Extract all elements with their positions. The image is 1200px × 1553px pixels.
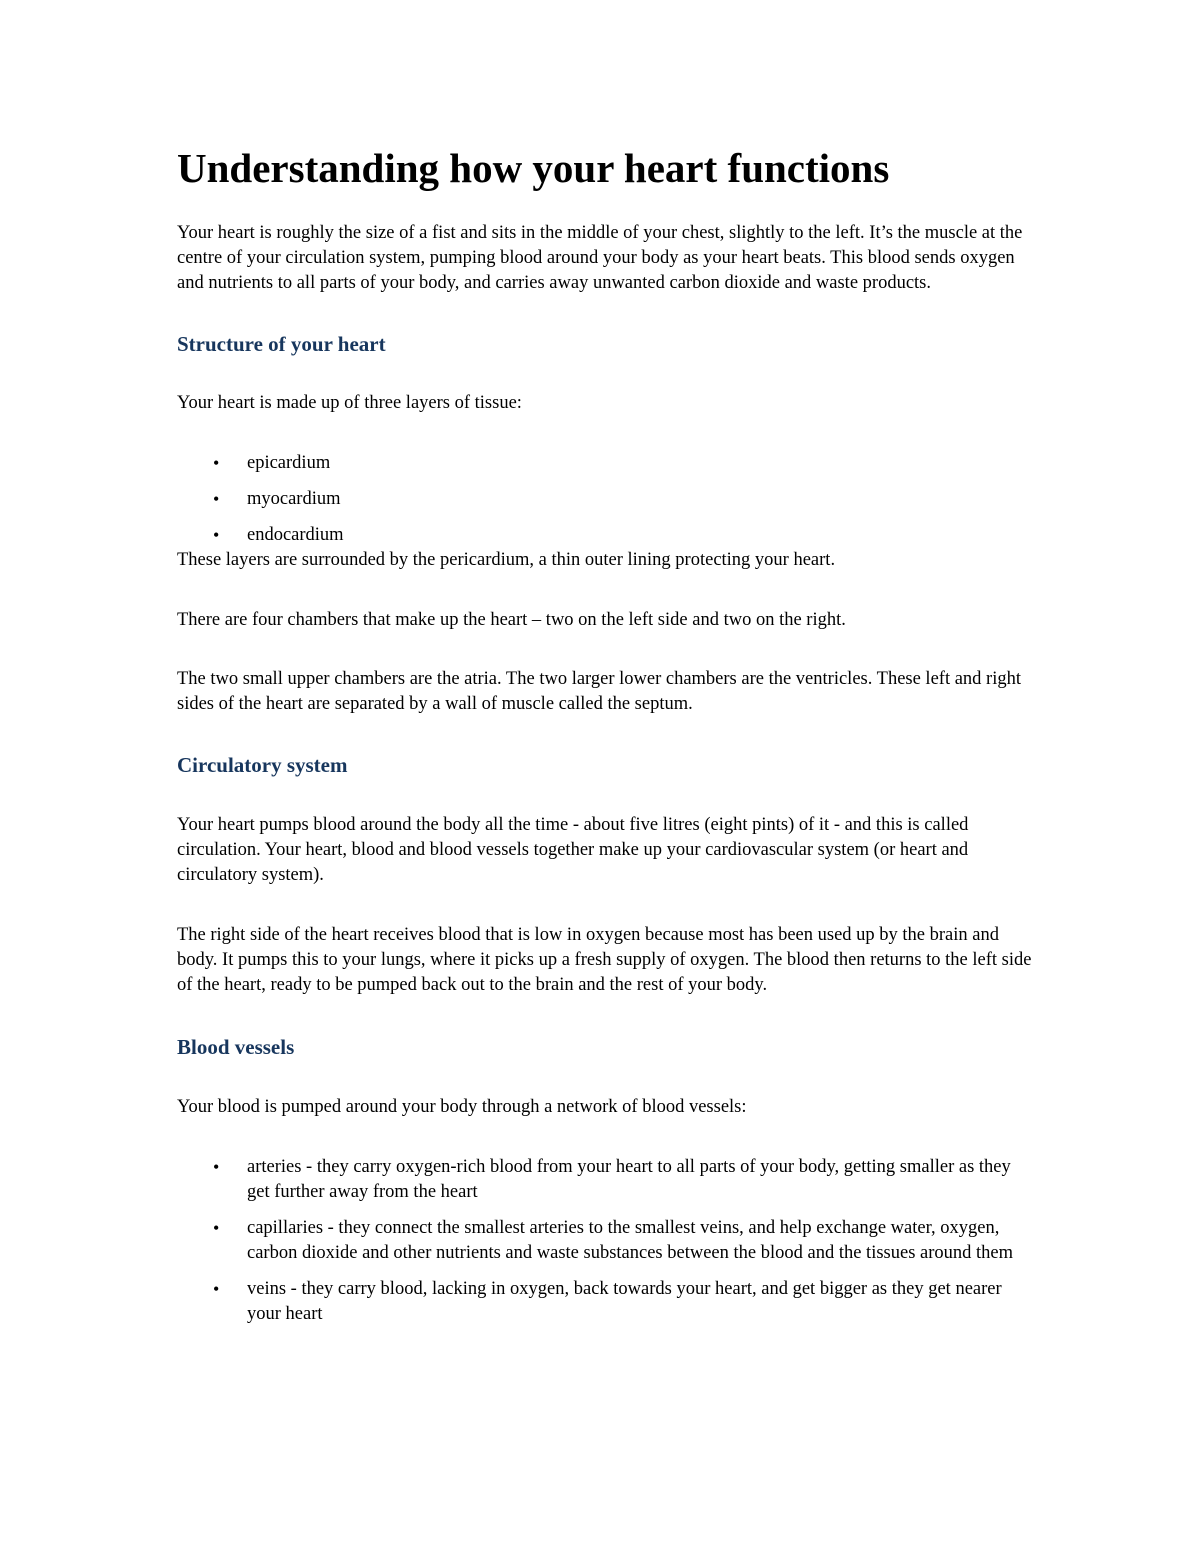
vessels-list — [177, 1155, 1037, 1327]
bullet-icon: • — [213, 1157, 220, 1177]
list-item-text: epicardium — [247, 453, 331, 473]
list-item — [177, 1216, 1037, 1266]
document-page — [177, 140, 1037, 1327]
list-item-text: capillaries - they connect the smallest arteries to the smallest veins, and help exchange water, oxygen, carbon dioxide and other nutrients and waste substances between the blood and the tissues around them — [247, 1218, 1014, 1263]
list-item — [177, 1155, 1037, 1205]
right-side-paragraph: The right side of the heart receives blood that is low in oxygen because most has been used up by the brain and body. It pumps this to your lungs, where it picks up a fresh supply of oxygen. The blood then returns to the left side of the heart, ready to be pumped back out to the brain and the rest of your body. — [177, 925, 1032, 995]
list-item-text: veins - they carry blood, lacking in oxygen, back towards your heart, and get bigger as they get nearer your heart — [247, 1279, 1002, 1324]
list-item-text: arteries - they carry oxygen-rich blood from your heart to all parts of your body, getting smaller as they get further away from the heart — [247, 1157, 1011, 1202]
atria-paragraph: The two small upper chambers are the atria. The two larger lower chambers are the ventricles. These left and right sides of the heart are separated by a wall of muscle called the septum. — [177, 669, 1021, 714]
list-item — [177, 523, 1037, 548]
vessels-intro-paragraph: Your blood is pumped around your body through a network of blood vessels: — [177, 1097, 747, 1117]
layers-list — [177, 451, 1037, 548]
heading-structure: Structure of your heart — [177, 332, 386, 356]
list-item-text: endocardium — [247, 525, 344, 545]
heading-circulatory: Circulatory system — [177, 753, 348, 777]
layers-intro-paragraph: Your heart is made up of three layers of tissue: — [177, 393, 522, 413]
bullet-icon: • — [213, 489, 220, 509]
chambers-paragraph: There are four chambers that make up the heart – two on the left side and two on the right. — [177, 610, 846, 630]
intro-paragraph: Your heart is roughly the size of a fist and sits in the middle of your chest, slightly to the left. It’s the muscle at the centre of your circulation system, pumping blood around your body as your heart beats. This blood sends oxygen and nutrients to all parts of your body, and carries away unwanted carbon dioxide and waste products. — [177, 223, 1023, 293]
bullet-icon: • — [213, 453, 220, 473]
page-title: Understanding how your heart functions — [177, 145, 890, 191]
list-item-text: myocardium — [247, 489, 341, 509]
heading-blood-vessels: Blood vessels — [177, 1035, 295, 1059]
bullet-icon: • — [213, 1279, 220, 1299]
pericardium-paragraph: These layers are surrounded by the pericardium, a thin outer lining protecting your heart. — [177, 550, 836, 570]
list-item — [177, 1277, 1037, 1327]
bullet-icon: • — [213, 1218, 220, 1238]
bullet-icon: • — [213, 525, 220, 545]
list-item — [177, 487, 1037, 512]
list-item — [177, 451, 1037, 476]
circulation-paragraph: Your heart pumps blood around the body all the time - about five litres (eight pints) of it - and this is called circulation. Your heart, blood and blood vessels together make up your cardiovascular system (or heart and circulatory system). — [177, 815, 969, 885]
